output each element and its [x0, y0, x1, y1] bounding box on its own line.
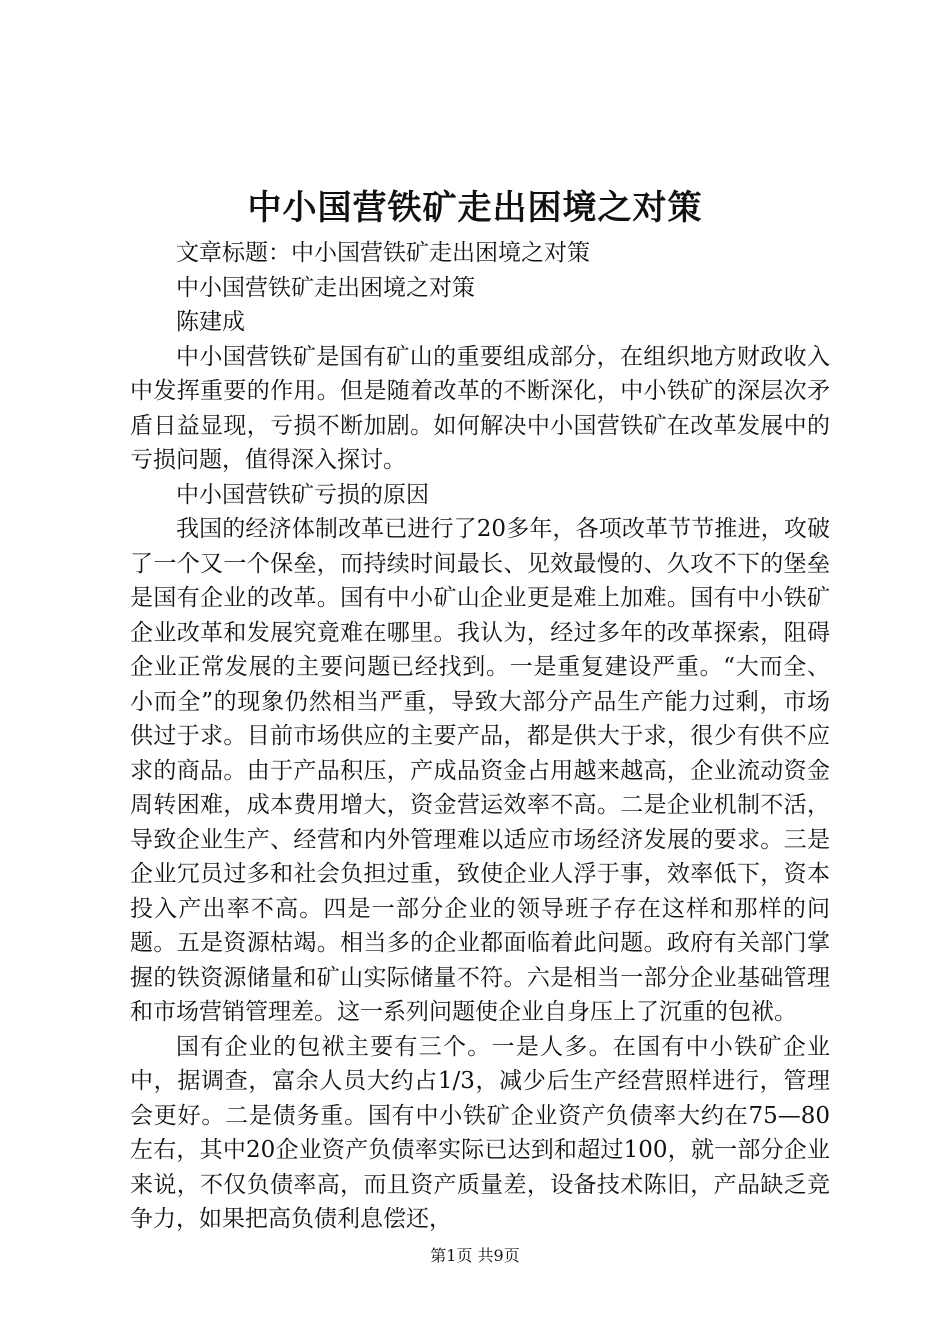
- article-title-line: 文章标题：中小国营铁矿走出困境之对策: [176, 240, 590, 266]
- document-title: 中小国营铁矿走出困境之对策: [247, 188, 703, 228]
- document-body: [130, 236, 830, 1237]
- article-heading: 中小国营铁矿走出困境之对策: [176, 274, 475, 301]
- author-name: 陈建成: [176, 309, 245, 335]
- body-paragraph: 国有企业的包袱主要有三个。一是人多。在国有中小铁矿企业中，据调查，富余人员大约占1/3，减少后生产经营照样进行，管理会更好。二是债务重。国有中小铁矿企业资产负债率大约在75—80左右，其中20企业资产负债率实际已达到和超过100，就一部分企业来说，不仅负债率高，而且资产质量差，设备技术陈旧，产品缺乏竞争力，如果把高负债利息偿还，: [130, 1033, 830, 1232]
- page-footer: 第1页 共9页: [430, 1246, 520, 1265]
- body-paragraph: 我国的经济体制改革已进行了20多年，各项改革节节推进，攻破了一个又一个保垒，而持续时间最长、见效最慢的、久攻不下的堡垒是国有企业的改革。国有中小矿山企业更是难上加难。国有中小铁矿企业改革和发展究竟难在哪里。我认为，经过多年的改革探索，阻碍企业正常发展的主要问题已经找到。一是重复建设严重。“大而全、小而全”的现象仍然相当严重，导致大部分产品生产能力过剩，市场供过于求。目前市场供应的主要产品，都是供大于求，很少有供不应求的商品。由于产品积压，产成品资金占用越来越高，企业流动资金周转困难，成本费用增大，资金营运效率不高。二是企业机制不活，导致企业生产、经营和内外管理难以适应市场经济发展的要求。三是企业冗员过多和社会负担过重，致使企业人浮于事，效率低下，资本投入产出率不高。四是一部分企业的领导班子存在这样和那样的问题。五是资源枯竭。相当多的企业都面临着此问题。政府有关部门掌握的铁资源储量和矿山实际储量不符。六是相当一部分企业基础管理和市场营销管理差。这一系列问题使企业自身压上了沉重的包袱。: [130, 516, 830, 1025]
- section-heading: 中小国营铁矿亏损的原因: [176, 481, 429, 508]
- intro-paragraph: 中小国营铁矿是国有矿山的重要组成部分，在组织地方财政收入中发挥重要的作用。但是随着改革的不断深化，中小铁矿的深层次矛盾日益显现，亏损不断加剧。如何解决中小国营铁矿在改革发展中的亏损问题，值得深入探讨。: [130, 343, 830, 473]
